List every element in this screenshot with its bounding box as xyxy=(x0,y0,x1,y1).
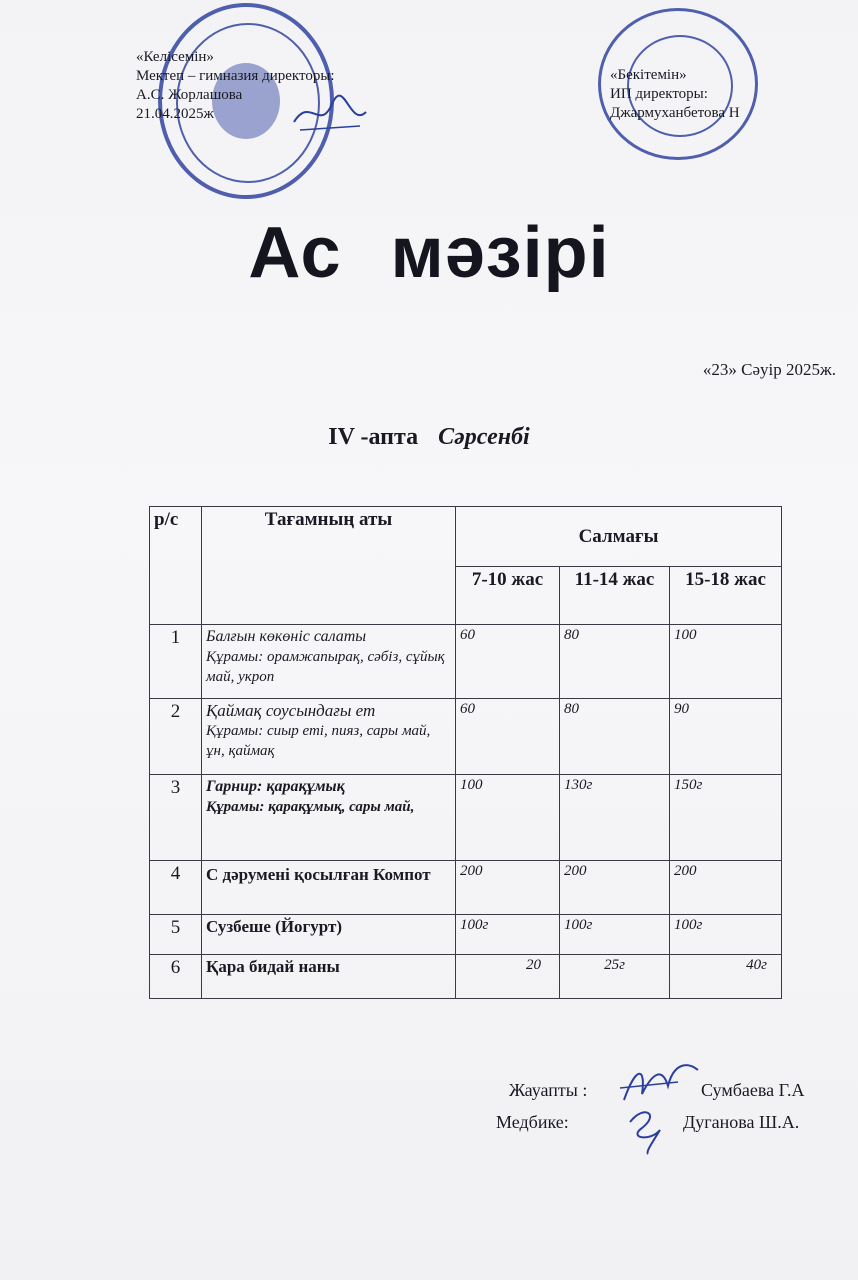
responsible-name: Сумбаева Г.А xyxy=(701,1080,805,1100)
weight-7-10: 100 xyxy=(456,775,560,861)
week-heading xyxy=(0,424,858,451)
approval-left-line2: Мектеп – гимназия директоры: xyxy=(136,68,335,84)
weight-11-14: 100г xyxy=(560,915,670,955)
dish-name: Қаймақ соусындағы ет xyxy=(206,701,376,720)
menu-date: «23» Сәуір 2025ж. xyxy=(702,360,836,379)
row-num: 4 xyxy=(150,861,202,915)
dish-cell xyxy=(202,775,456,861)
table-row xyxy=(150,699,782,775)
row-num: 5 xyxy=(150,915,202,955)
weight-15-18: 100г xyxy=(670,915,782,955)
dish-name: Қара бидай наны xyxy=(202,955,456,999)
weight-7-10: 200 xyxy=(456,861,560,915)
table-row xyxy=(150,775,782,861)
header-weight: Салмағы xyxy=(456,507,782,567)
dish-name: С дәрумені қосылған Компот xyxy=(202,861,456,915)
weight-15-18: 100 xyxy=(670,625,782,699)
weight-15-18: 150г xyxy=(670,775,782,861)
weight-15-18: 200 xyxy=(670,861,782,915)
nurse-signature xyxy=(620,1100,672,1156)
dish-composition: Құрамы: сиыр еті, пияз, сары май, ұн, қаймақ xyxy=(206,723,431,759)
weight-11-14: 25г xyxy=(560,955,670,999)
weight-15-18: 40г xyxy=(670,955,782,999)
weight-7-10: 100г xyxy=(456,915,560,955)
dish-cell xyxy=(202,699,456,775)
dish-cell xyxy=(202,625,456,699)
weight-7-10: 60 xyxy=(456,699,560,775)
approval-left-line3: А.С. Жорлашова xyxy=(136,87,243,103)
table-row xyxy=(150,955,782,999)
table-row xyxy=(150,625,782,699)
weight-7-10: 60 xyxy=(456,625,560,699)
approval-right xyxy=(610,66,740,123)
responsible-label: Жауапты : xyxy=(509,1080,588,1100)
weekday-label: Сәрсенбі xyxy=(438,424,530,450)
weight-7-10: 20 xyxy=(456,955,560,999)
weight-11-14: 130г xyxy=(560,775,670,861)
age-col-3: 15-18 жас xyxy=(670,567,782,625)
approval-left-line4: 21.04.2025ж xyxy=(136,106,214,122)
dish-composition: Құрамы: қарақұмық, сары май, xyxy=(206,799,415,815)
row-num: 6 xyxy=(150,955,202,999)
approval-right-line3: Джармуханбетова Н xyxy=(610,105,740,121)
page-title: Ас мәзірі xyxy=(248,213,610,293)
table-row xyxy=(150,915,782,955)
dish-name: Сузбеше (Йогурт) xyxy=(202,915,456,955)
table-row xyxy=(150,861,782,915)
nurse-name: Дуганова Ш.А. xyxy=(683,1112,800,1132)
age-col-2: 11-14 жас xyxy=(560,567,670,625)
week-label: IV -апта xyxy=(328,424,419,450)
approval-left-line1: «Келісемін» xyxy=(136,49,214,65)
dish-composition: Құрамы: орамжапырақ, сәбіз, сұйық май, укроп xyxy=(206,649,445,685)
weight-11-14: 200 xyxy=(560,861,670,915)
weight-15-18: 90 xyxy=(670,699,782,775)
director-signature xyxy=(290,92,370,138)
weight-11-14: 80 xyxy=(560,625,670,699)
approval-right-line1: «Бекітемін» xyxy=(610,67,687,83)
header-name: Тағамның аты xyxy=(202,507,456,625)
row-num: 2 xyxy=(150,699,202,775)
row-num: 3 xyxy=(150,775,202,861)
dish-name: Гарнир: қарақұмық xyxy=(206,778,345,795)
approval-right-line2: ИП директоры: xyxy=(610,86,708,102)
nurse-label: Медбике: xyxy=(496,1112,569,1132)
row-num: 1 xyxy=(150,625,202,699)
table-header-row xyxy=(150,507,782,567)
dish-name: Балғын көкөніс салаты xyxy=(206,628,367,645)
age-col-1: 7-10 жас xyxy=(456,567,560,625)
menu-table xyxy=(149,506,782,999)
header-num: р/с xyxy=(150,507,202,625)
weight-11-14: 80 xyxy=(560,699,670,775)
